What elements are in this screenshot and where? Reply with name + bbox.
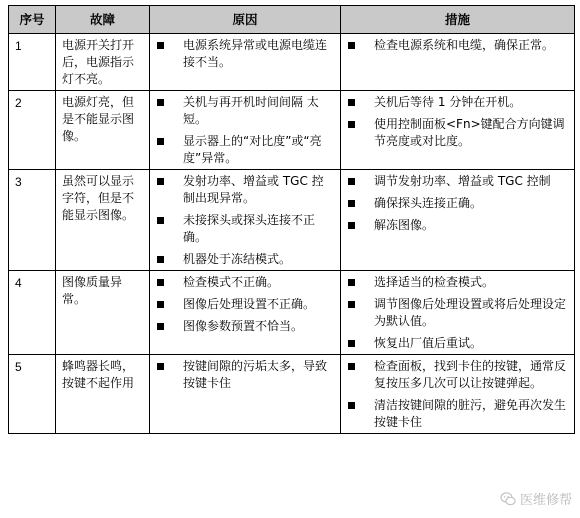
header-fault: 故障 [56, 6, 150, 34]
measure-cell [341, 34, 575, 91]
measure-list [347, 358, 568, 431]
measure-item [347, 217, 568, 234]
square-bullet-icon [348, 402, 355, 409]
cause-list [156, 274, 334, 335]
cause-list [156, 358, 334, 392]
table-row [9, 34, 575, 91]
fault-cell: 电源灯亮，但是不能显示图像。 [56, 91, 150, 170]
square-bullet-icon [348, 363, 355, 370]
square-bullet-icon [157, 323, 164, 330]
measure-item [347, 37, 568, 54]
measure-item [347, 195, 568, 212]
troubleshooting-table [8, 5, 575, 434]
cause-item [156, 133, 334, 167]
row-number: 2 [9, 91, 56, 170]
fault-cell: 蜂鸣器长鸣，按键不起作用 [56, 355, 150, 434]
measure-list [347, 37, 568, 54]
square-bullet-icon [157, 42, 164, 49]
square-bullet-icon [157, 99, 164, 106]
square-bullet-icon [348, 279, 355, 286]
header-measure: 措施 [341, 6, 575, 34]
row-number: 4 [9, 271, 56, 355]
table-row [9, 355, 575, 434]
measure-cell [341, 271, 575, 355]
wechat-icon [500, 491, 516, 507]
cause-text: 图像后处理设置不正确。 [183, 297, 316, 311]
square-bullet-icon [157, 178, 164, 185]
cause-text: 检查模式不正确。 [183, 275, 280, 289]
watermark [500, 489, 572, 508]
measure-text: 确保探头连接正确。 [374, 196, 483, 210]
cause-text: 图像参数预置不恰当。 [183, 319, 304, 333]
watermark-text: 医维修帮 [519, 493, 572, 508]
cause-cell [150, 271, 341, 355]
header-cause: 原因 [150, 6, 341, 34]
header-no: 序号 [9, 6, 56, 34]
cause-text: 电源系统异常或电源电缆连接不当。 [183, 38, 328, 69]
measure-text: 调节发射功率、增益或 TGC 控制 [374, 174, 551, 188]
cause-text: 发射功率、增益或 TGC 控制出现异常。 [183, 174, 324, 205]
measure-cell [341, 170, 575, 271]
square-bullet-icon [348, 42, 355, 49]
cause-cell [150, 91, 341, 170]
fault-cell: 虽然可以显示字符，但是不能显示图像。 [56, 170, 150, 271]
measure-text: 调节图像后处理设置或将后处理设定为默认值。 [374, 297, 567, 328]
cause-item [156, 296, 334, 313]
cause-cell [150, 170, 341, 271]
fault-cell: 图像质量异常。 [56, 271, 150, 355]
measure-list [347, 173, 568, 234]
cause-list [156, 173, 334, 268]
square-bullet-icon [157, 138, 164, 145]
square-bullet-icon [157, 301, 164, 308]
cause-item [156, 251, 334, 268]
square-bullet-icon [348, 178, 355, 185]
square-bullet-icon [348, 301, 355, 308]
table-row [9, 170, 575, 271]
measure-list [347, 274, 568, 352]
square-bullet-icon [157, 256, 164, 263]
measure-text: 使用控制面板<Fn>键配合方向键调节亮度或对比度。 [374, 117, 565, 148]
measure-text: 检查电源系统和电缆，确保正常。 [374, 38, 555, 52]
row-number: 3 [9, 170, 56, 271]
square-bullet-icon [348, 200, 355, 207]
measure-cell [341, 355, 575, 434]
row-number: 5 [9, 355, 56, 434]
measure-text: 选择适当的检查模式。 [374, 275, 495, 289]
cause-list [156, 94, 334, 167]
cause-cell [150, 355, 341, 434]
measure-item [347, 397, 568, 431]
cause-item [156, 274, 334, 291]
cause-cell [150, 34, 341, 91]
cause-text: 关机与再开机时间间隔 太短。 [183, 95, 319, 126]
square-bullet-icon [348, 121, 355, 128]
measure-item [347, 335, 568, 352]
cause-item [156, 318, 334, 335]
square-bullet-icon [157, 363, 164, 370]
measure-item [347, 296, 568, 330]
measure-item [347, 274, 568, 291]
measure-item [347, 358, 568, 392]
square-bullet-icon [348, 222, 355, 229]
cause-item [156, 94, 334, 128]
square-bullet-icon [157, 217, 164, 224]
cause-text: 显示器上的“对比度”或“亮度”异常。 [183, 134, 322, 165]
square-bullet-icon [348, 340, 355, 347]
table-row [9, 271, 575, 355]
measure-text: 解冻图像。 [374, 218, 435, 232]
table-header-row [9, 6, 575, 34]
table-row [9, 91, 575, 170]
cause-list [156, 37, 334, 71]
measure-text: 检查面板，找到卡住的按键，通常反复按压多几次可以让按键弹起。 [374, 359, 567, 390]
cause-item [156, 37, 334, 71]
cause-text: 按键间隙的污垢太多，导致按键卡住 [183, 359, 328, 390]
cause-item [156, 212, 334, 246]
measure-item [347, 94, 568, 111]
measure-cell [341, 91, 575, 170]
measure-list [347, 94, 568, 150]
measure-text: 恢复出厂值后重试。 [374, 336, 483, 350]
measure-text: 清洁按键间隙的脏污，避免再次发生按键卡住 [374, 398, 567, 429]
square-bullet-icon [157, 279, 164, 286]
row-number: 1 [9, 34, 56, 91]
measure-item [347, 116, 568, 150]
cause-text: 机器处于冻结模式。 [183, 252, 292, 266]
cause-item [156, 358, 334, 392]
cause-text: 未接探头或探头连接不正确。 [183, 213, 316, 244]
cause-item [156, 173, 334, 207]
measure-text: 关机后等待 1 分钟在开机。 [374, 95, 522, 109]
fault-cell: 电源开关打开后，电源指示灯不亮。 [56, 34, 150, 91]
measure-item [347, 173, 568, 190]
square-bullet-icon [348, 99, 355, 106]
